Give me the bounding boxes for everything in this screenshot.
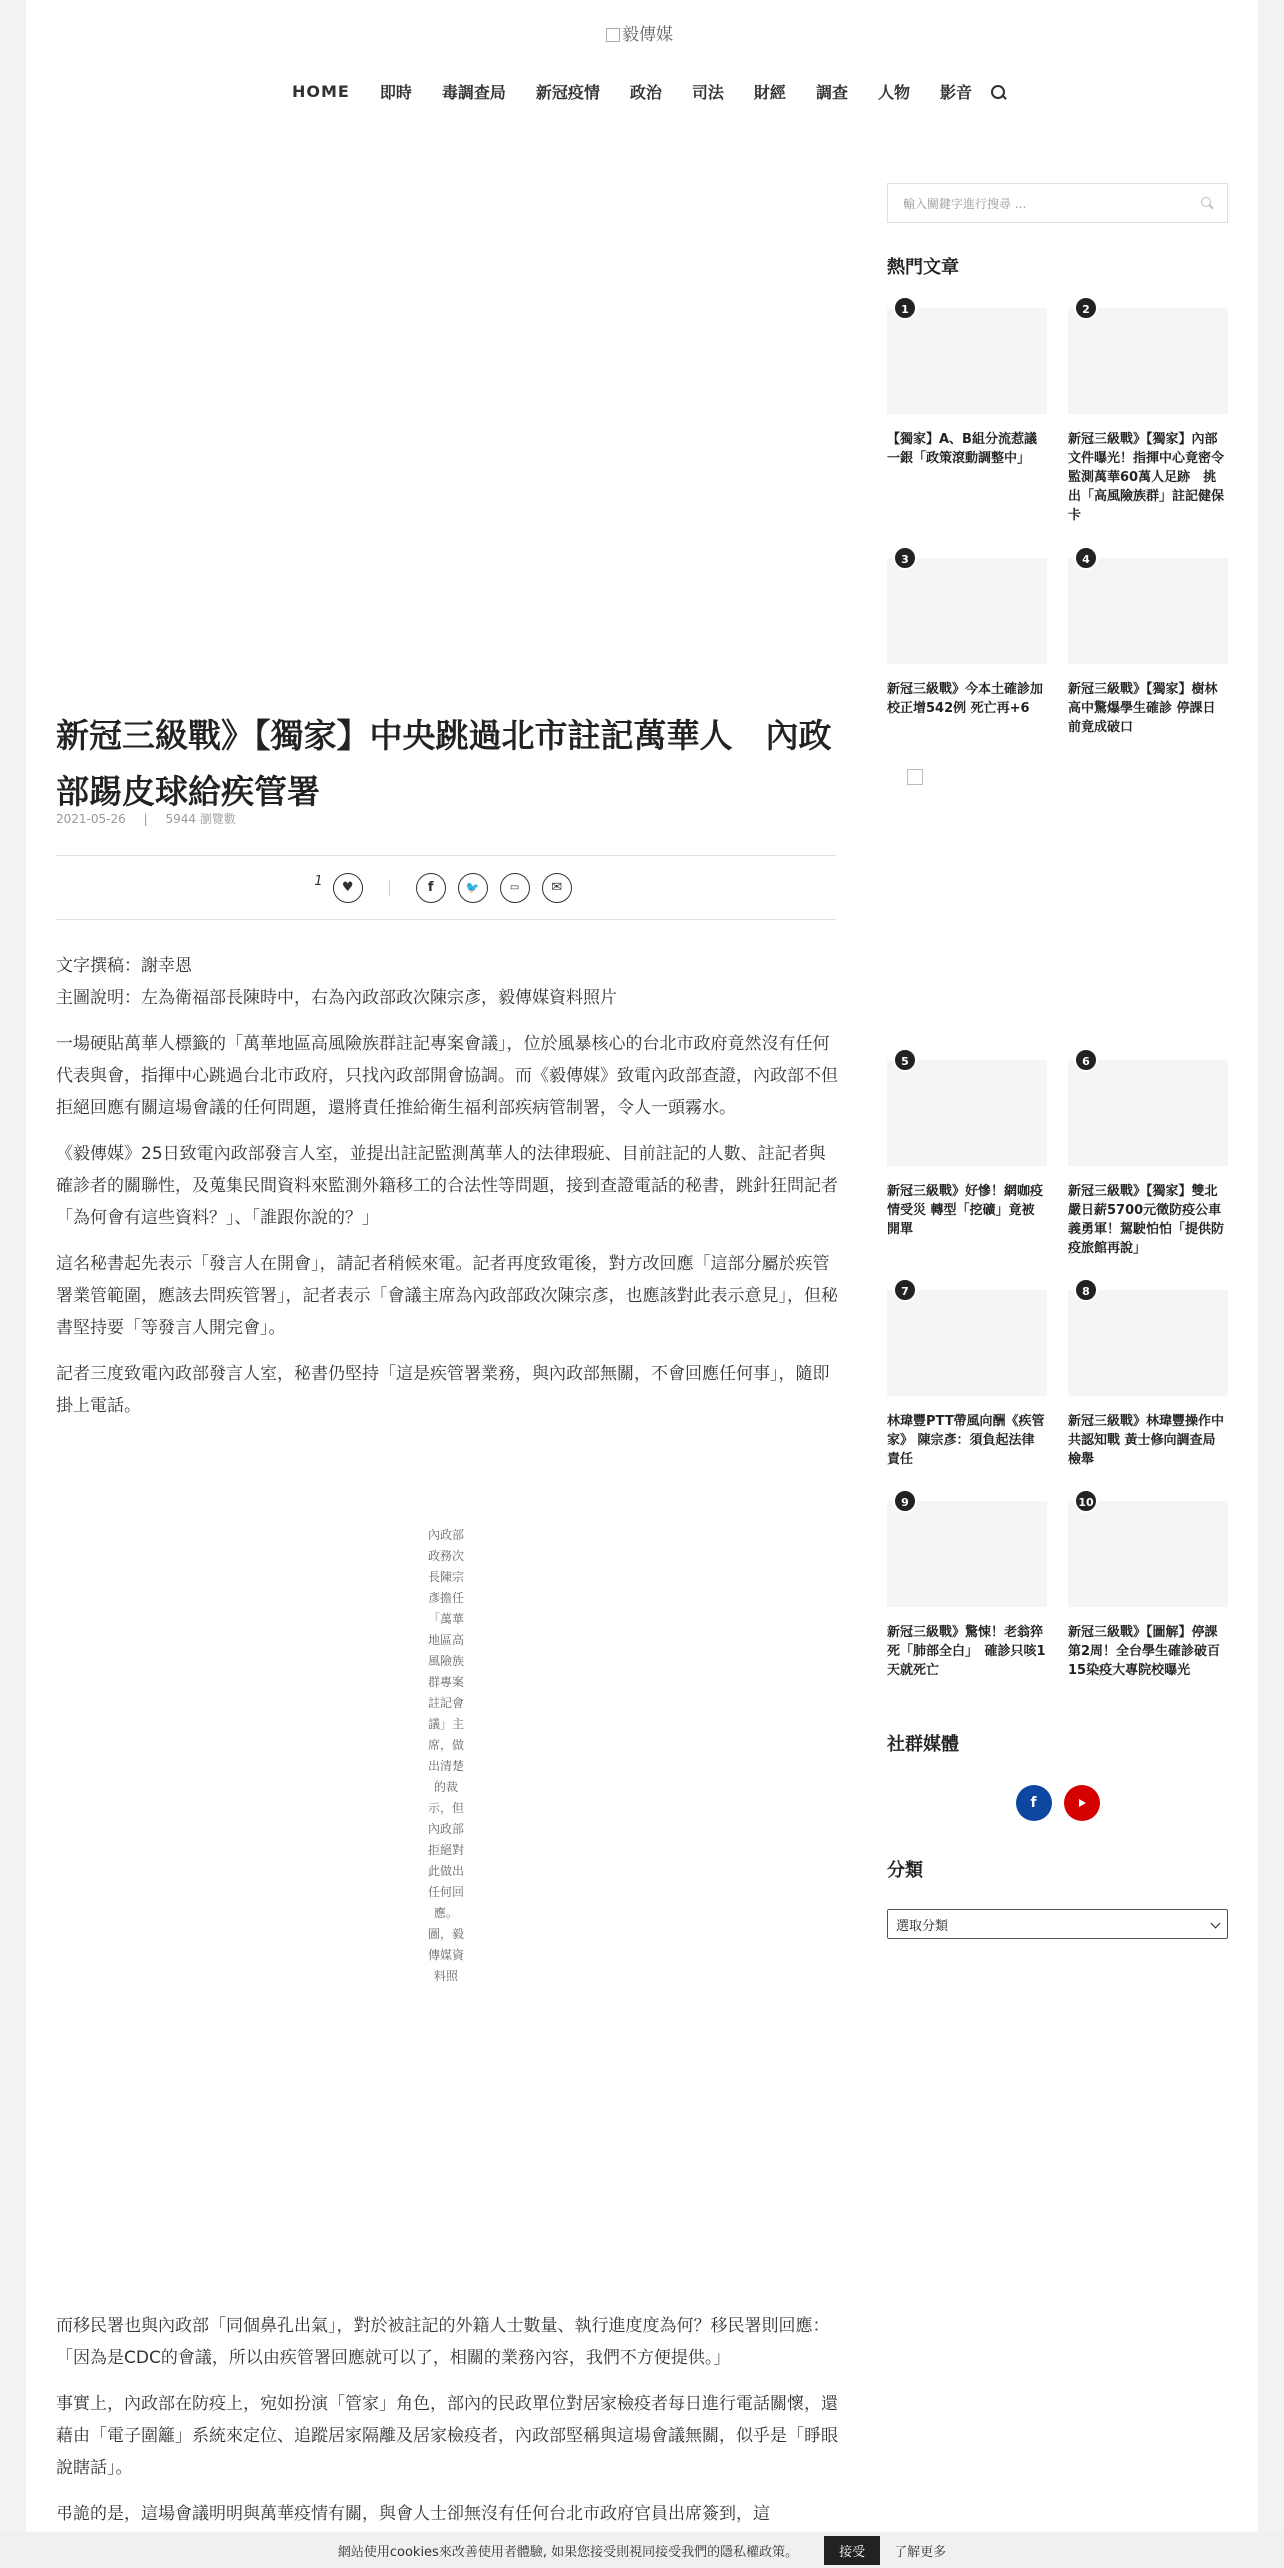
article-paragraph: 事實上，內政部在防疫上，宛如扮演「管家」角色，部內的民政單位對居家檢疫者每日進行電話關懷，還藉由「電子圍籬」系統來定位、追蹤居家隔離及居家檢疫者，內政部堅稱與這場會議無關，似乎是「睜眼說瞎話」。: [56, 2394, 838, 2478]
article-author: 文字撰稿：謝幸恩: [56, 956, 192, 976]
page-container: [26, 0, 1258, 2568]
popular-item[interactable]: [887, 1055, 1047, 1239]
popular-item[interactable]: [1068, 1055, 1228, 1258]
popular-title[interactable]: 新冠三級戰》今本土確診加校正增542例 死亡再+6: [887, 682, 1044, 716]
site-logo[interactable]: 毅傳媒: [606, 20, 673, 45]
email-share-icon[interactable]: ✉: [542, 873, 572, 903]
sidebar-search-input[interactable]: 輸入關鍵字進行搜尋 ...: [887, 183, 1228, 223]
popular-thumbnail[interactable]: [887, 303, 1047, 414]
popular-thumbnail[interactable]: [1068, 303, 1228, 414]
popular-thumbnail[interactable]: [1068, 1285, 1228, 1396]
article-paragraph: 這名秘書起先表示「發言人在開會」，請記者稍候來電。記者再度致電後，對方改回應「這部分屬於疾管署業管範圍，應該去問疾管署」，記者表示「會議主席為內政部政次陳宗彥，也應該對此表示意見」，但秘書堅持要「等發言人開完會」。: [56, 1254, 838, 1338]
nav-latest[interactable]: 即時: [379, 83, 412, 102]
rank-badge: 4: [1074, 546, 1098, 570]
popular-thumbnail[interactable]: [1068, 553, 1228, 664]
like-count: 1: [314, 874, 323, 889]
popular-item[interactable]: [887, 1496, 1047, 1680]
nav-covid[interactable]: 新冠疫情: [535, 83, 600, 102]
rank-badge: 1: [893, 296, 917, 320]
popular-title[interactable]: 新冠三級戰》【獨家】樹林高中驚爆學生確診 停課日前竟成破口: [1068, 682, 1218, 735]
ad-placeholder-icon: [907, 769, 923, 785]
main-nav: [26, 80, 1258, 103]
popular-title[interactable]: 新冠三級戰》【獨家】內部文件曝光！指揮中心竟密令監測萬華60萬人足跡 挑出「高風險族群」註記健保卡: [1068, 432, 1225, 523]
nav-people[interactable]: 人物: [877, 83, 910, 102]
popular-thumbnail[interactable]: [887, 1055, 1047, 1166]
chevron-down-icon: [1211, 1919, 1221, 1929]
rank-badge: 6: [1074, 1048, 1098, 1072]
rank-badge: 9: [893, 1489, 917, 1513]
popular-thumbnail[interactable]: [1068, 1496, 1228, 1607]
article-body: [56, 950, 838, 1436]
search-icon[interactable]: [1201, 197, 1213, 209]
rank-badge: 2: [1074, 296, 1098, 320]
category-heading: 分類: [887, 1860, 923, 1881]
article-paragraph: 弔詭的是，這場會議明明與萬華疫情有關，與會人士卻無沒有任何台北市政府官員出席簽到，這: [56, 2504, 770, 2524]
popular-title[interactable]: 新冠三級戰》好慘！網咖疫情受災 轉型「挖礦」竟被開單: [887, 1184, 1044, 1237]
nav-drug-investigation[interactable]: 毒調查局: [441, 83, 506, 102]
popular-title[interactable]: 新冠三級戰》驚悚！老翁猝死「肺部全白」 確診只咳1天就死亡: [887, 1625, 1046, 1678]
popular-thumbnail[interactable]: [887, 1285, 1047, 1396]
popular-heading: 熱門文章: [887, 257, 959, 278]
category-select[interactable]: 選取分類: [887, 1909, 1228, 1939]
cookie-bar: [0, 2532, 1284, 2568]
article-paragraph: 《毅傳媒》25日致電內政部發言人室，並提出註記監測萬華人的法律瑕疵、目前註記的人數、註記者與確診者的關聯性，及蒐集民間資料來監測外籍移工的合法性等問題，接到查證電話的秘書，跳針狂問記者「為何會有這些資料？」、「誰跟你說的？」: [56, 1144, 838, 1228]
twitter-share-icon[interactable]: 🐦: [458, 873, 488, 903]
broken-image-icon: [606, 28, 620, 42]
popular-item[interactable]: [887, 1285, 1047, 1469]
rank-badge: 5: [893, 1048, 917, 1072]
popular-thumbnail[interactable]: [887, 553, 1047, 664]
rank-badge: 3: [893, 546, 917, 570]
popular-title[interactable]: 新冠三級戰》【獨家】雙北嚴日薪5700元徵防疫公車義勇軍！駕駛怕怕「提供防疫旅館再說」: [1068, 1184, 1225, 1256]
rank-badge: 8: [1074, 1278, 1098, 1302]
popular-title[interactable]: 【獨家】A、B組分流惹議 一銀「政策滾動調整中」: [887, 432, 1050, 466]
youtube-icon[interactable]: [1064, 1785, 1100, 1821]
nav-home[interactable]: HOME: [292, 82, 350, 101]
article-paragraph: 一場硬貼萬華人標籤的「萬華地區高風險族群註記專案會議」，位於風暴核心的台北市政府竟然沒有任何代表與會，指揮中心跳過台北市政府，只找內政部開會協調。而《毅傳媒》致電內政部查證，內政部不但拒絕回應有關這場會議的任何問題，還將責任推給衛生福利部疾病管制署，令人一頭霧水。: [56, 1034, 838, 1118]
popular-item[interactable]: [1068, 303, 1228, 525]
cookie-more-link[interactable]: 了解更多: [894, 2544, 947, 2560]
article-views: 5944 瀏覽數: [165, 812, 236, 826]
nav-video[interactable]: 影音: [939, 83, 972, 102]
article-photo-note: 主圖說明：左為衛福部長陳時中，右為內政部政次陳宗彥，毅傳媒資料照片: [56, 988, 617, 1008]
article-paragraph: 記者三度致電內政部發言人室，秘書仍堅持「這是疾管署業務，與內政部無關，不會回應任何事」，隨即掛上電話。: [56, 1364, 830, 1416]
popular-item[interactable]: [887, 553, 1047, 718]
nav-finance[interactable]: 財經: [753, 83, 786, 102]
rank-badge: 10: [1074, 1489, 1098, 1513]
popular-item[interactable]: [1068, 553, 1228, 737]
nav-politics[interactable]: 政治: [629, 83, 662, 102]
facebook-share-icon[interactable]: f: [416, 873, 446, 903]
article-title: 新冠三級戰》【獨家】中央跳過北市註記萬華人 內政部踢皮球給疾管署: [56, 716, 832, 811]
article-meta: [56, 810, 236, 827]
facebook-icon[interactable]: f: [1016, 1785, 1052, 1821]
social-links: [887, 1785, 1228, 1821]
popular-item[interactable]: [1068, 1285, 1228, 1469]
popular-title[interactable]: 新冠三級戰》【圖解】停課第2周！全台學生確診破百 15染疫大專院校曝光: [1068, 1625, 1234, 1678]
rank-badge: 7: [893, 1278, 917, 1302]
search-icon[interactable]: [989, 83, 1007, 101]
cookie-text: 網站使用cookies來改善使用者體驗, 如果您接受則視同接受我們的隱私權政策。: [337, 2544, 799, 2560]
meta-separator: |: [143, 812, 148, 826]
cookie-accept-button[interactable]: 接受: [824, 2536, 880, 2565]
popular-thumbnail[interactable]: [887, 1496, 1047, 1607]
popular-item[interactable]: [887, 303, 1050, 468]
share-divider: [389, 880, 390, 896]
nav-judiciary[interactable]: 司法: [691, 83, 724, 102]
popular-title[interactable]: 林瑋豐PTT帶風向酬《疾管家》 陳宗彥：須負起法律責任: [887, 1414, 1045, 1467]
heart-icon[interactable]: ♥: [333, 873, 363, 903]
popular-item[interactable]: [1068, 1496, 1234, 1680]
popular-title[interactable]: 新冠三級戰》林瑋豐操作中共認知戰 黃士修向調查局檢舉: [1068, 1414, 1225, 1467]
image-caption: 內政部政務次長陳宗彥擔任「萬華地區高風險族群專案註記會議」主席，做出清楚的裁示，但內政部拒絕對此做出任何回應。圖，毅傳媒資料照: [427, 1528, 464, 1983]
sidebar: [887, 183, 1234, 1934]
article-date: 2021-05-26: [56, 812, 126, 826]
article-paragraph: 而移民署也與內政部「同個鼻孔出氣」，對於被註記的外籍人士數量、執行進度度為何？移民署則回應：「因為是CDC的會議，所以由疾管署回應就可以了，相關的業務內容，我們不方便提供。」: [56, 2316, 830, 2368]
social-heading: 社群媒體: [887, 1734, 959, 1755]
nav-investigation[interactable]: 調查: [815, 83, 848, 102]
line-share-icon[interactable]: ▭: [500, 873, 530, 903]
article-body-continued: [56, 2310, 838, 2544]
popular-thumbnail[interactable]: [1068, 1055, 1228, 1166]
share-bar: [56, 855, 836, 920]
